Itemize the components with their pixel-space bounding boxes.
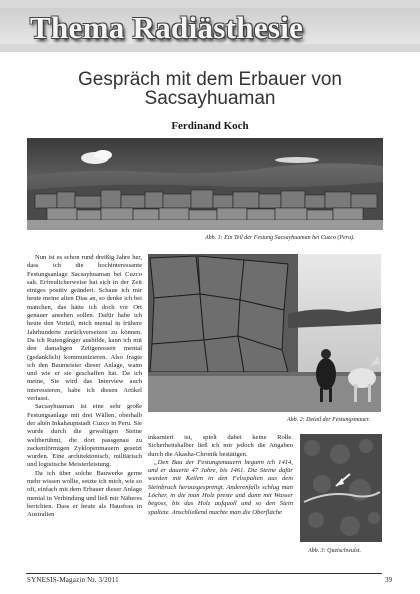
fortress-panorama-photo: [27, 138, 383, 230]
stone-bulge-photo: [300, 434, 382, 542]
figure3-caption: Abb. 3: Quetschwulst.: [308, 548, 361, 554]
article-author: Ferdinand Koch: [171, 120, 249, 132]
text-column-1: [27, 254, 142, 520]
footer-rule: [26, 573, 382, 574]
article-title-line2: Sacsayhuaman: [144, 88, 276, 109]
section-banner: [0, 0, 420, 52]
body-paragraph: Da ich über solche Bauwerke gerne mehr wissen wollte, setzte ich mich, wie so oft, einfach mit dem Erbauer dieser Anlage mental in Verbindung und ließ mir Näheres berichten. Dass er heute als Hausfrau in Australien: [27, 469, 142, 519]
body-paragraph: inkarniert ist, spielt dabei keine Rolle. Sicherheitshalber ließ ich mir jedoch die Angaben durch die Akasha-Chronik bestätigen.: [148, 434, 293, 458]
text-column-2: [148, 434, 293, 517]
body-paragraph: Nun ist es schon rund dreißig Jahre her, dass ich die hochinteressante Festungsanlage Sacsayhuaman bei Cuzco sah. Erfreulicherweise hat sich in der Zeit einiges positiv geändert. Schaue ich mir heute meine alten Dias an, so denke ich bei manchen, das hätte ich doch vor Ort genauer ansehen sollen. Dafür habe ich heute den Vorteil, mich mental in frühere Jahrhunderte zurückversetzen zu können. Da ich Rutengänger ausbilde, kann ich mit den damaligen Zeitgenossen mental (gedanklich) kommunizieren. Also fragte ich den Baumeister dieser Anlage, wann und wie er sie geschaffen hat. Da ich meine, Sie wird das Interview auch interessieren, habe ich diesen Artikel verfasst.: [27, 254, 142, 403]
quote-paragraph: „Den Bau der Festungsmauern begann ich 1414, und er dauerte 47 Jahre, bis 1461. Die Steine dafür wurden mit Keilen in den Felsspalten aus dem Steinbruch herausgesprengt. Anderenfalls schlug man Löcher, in die man Holz preste und dann mit Wasser begoss, bis das Holz aufquoll und so den Stein spaltete. Anschließend machte man die Oberfläche: [148, 458, 293, 516]
figure2-caption: Abb. 2: Detail der Festungsmauer.: [287, 417, 370, 423]
figure1-caption: Abb. 1: Ein Teil der Festung Sacsayhuaman bei Cuzco (Peru).: [205, 235, 355, 241]
article-title-line1: Gespräch mit dem Erbauer von: [77, 69, 342, 90]
section-title: Thema Radiästhesie: [30, 10, 304, 45]
magazine-issue: SYNESIS-Magazin Nr. 3/2011: [27, 576, 119, 584]
body-paragraph: Sacsayhuaman ist eine sehr große Festungsanlage mit drei Wällen, oberhalb der alten Inkahauptstadt Cuzco in Peru. Sie wurde durch die gewaltigen Steine weltberühmt, die dort passgenau zu zackenförmigen Zyklopenmauern gesetzt wurden. Eine architektonisch, militärisch und logistische Meisterleistung.: [27, 403, 142, 469]
wall-detail-photo: [148, 254, 381, 412]
page-number: 39: [385, 576, 392, 584]
